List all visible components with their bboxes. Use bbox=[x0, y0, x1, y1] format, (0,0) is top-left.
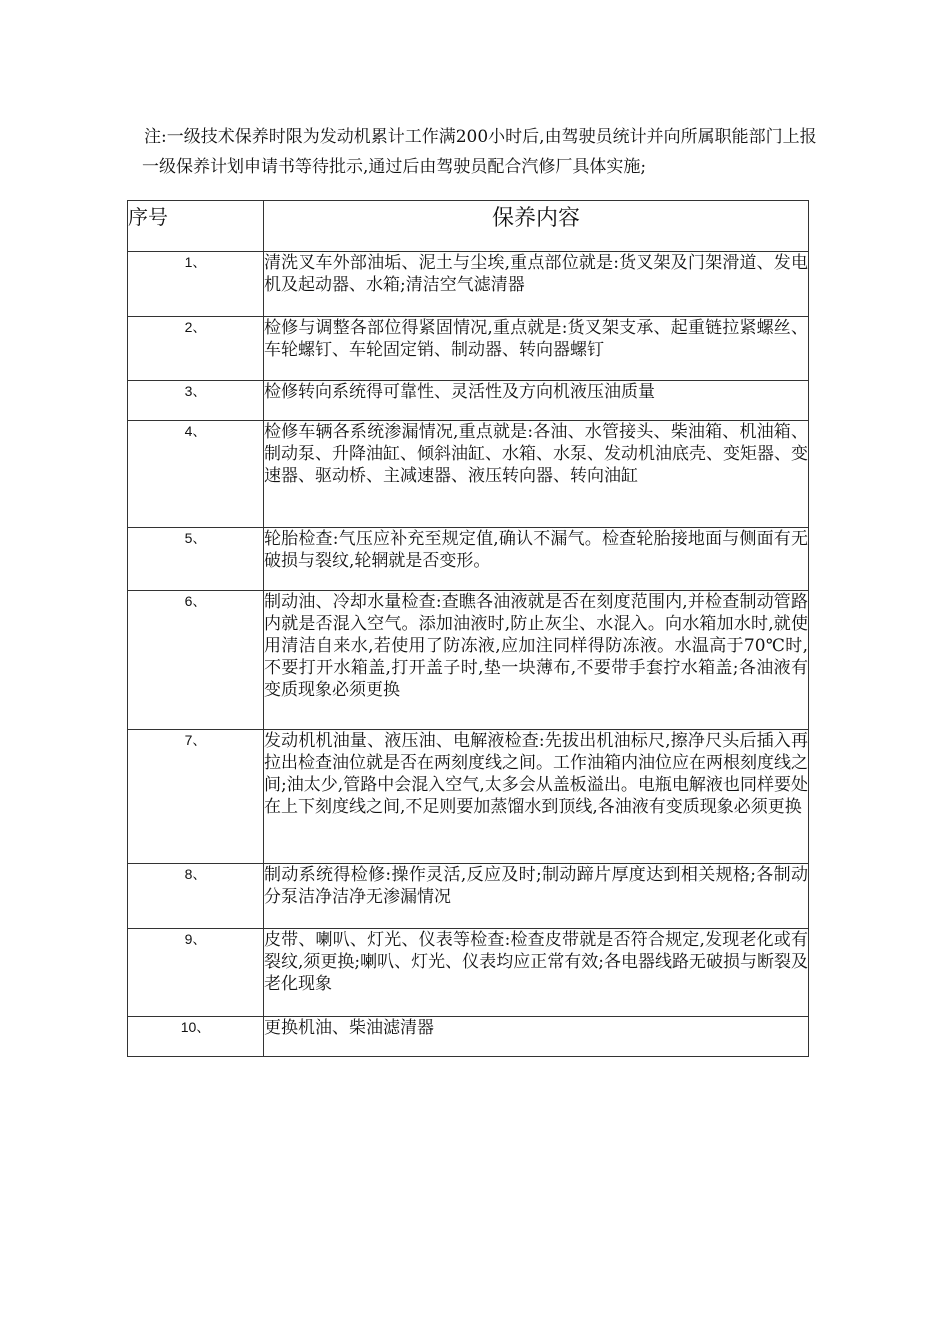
row-content: 清洗叉车外部油垢、泥土与尘埃,重点部位就是:货叉架及门架滑道、发电机及起动器、水箱;清洁空气滤清器 bbox=[264, 252, 809, 317]
row-content: 发动机机油量、液压油、电解液检查:先拔出机油标尺,擦净尺头后插入再拉出检查油位就是否在两刻度线之间。工作油箱内油位应在两根刻度线之间;油太少,管路中会混入空气,太多会从盖板溢出。电瓶电解液也同样要处在上下刻度线之间,不足则要加蒸馏水到顶线,各油液有变质现象必须更换 bbox=[264, 730, 809, 864]
table-row bbox=[128, 528, 809, 591]
maintenance-note: 注:一级技术保养时限为发动机累计工作满200小时后,由驾驶员统计并向所属职能部门上报一级保养计划申请书等待批示,通过后由驾驶员配合汽修厂具体实施; bbox=[142, 127, 817, 177]
row-content: 制动油、冷却水量检查:查瞧各油液就是否在刻度范围内,并检查制动管路内就是否混入空气。添加油液时,防止灰尘、水混入。向水箱加水时,就使用清洁自来水,若使用了防冻液,应加注同样得防冻液。水温高于70℃时,不要打开水箱盖,打开盖子时,垫一块薄布,不要带手套拧水箱盖;各油液有变质现象必须更换 bbox=[264, 591, 809, 730]
row-number: 4、 bbox=[128, 421, 264, 528]
header-content: 保养内容 bbox=[264, 201, 809, 252]
table-row bbox=[128, 730, 809, 864]
table-header-row bbox=[128, 201, 809, 252]
row-content: 轮胎检查:气压应补充至规定值,确认不漏气。检查轮胎接地面与侧面有无破损与裂纹,轮辋就是否变形。 bbox=[264, 528, 809, 591]
table-row bbox=[128, 421, 809, 528]
row-content: 检修转向系统得可靠性、灵活性及方向机液压油质量 bbox=[264, 381, 809, 421]
row-content: 检修与调整各部位得紧固情况,重点就是:货叉架支承、起重链拉紧螺丝、车轮螺钉、车轮固定销、制动器、转向器螺钉 bbox=[264, 317, 809, 381]
row-content: 检修车辆各系统渗漏情况,重点就是:各油、水管接头、柴油箱、机油箱、制动泵、升降油缸、倾斜油缸、水箱、水泵、发动机油底壳、变矩器、变速器、驱动桥、主减速器、液压转向器、转向油缸 bbox=[264, 421, 809, 528]
maintenance-table bbox=[127, 200, 809, 1057]
table-row bbox=[128, 252, 809, 317]
row-number: 2、 bbox=[128, 317, 264, 381]
row-number: 7、 bbox=[128, 730, 264, 864]
header-number: 序号 bbox=[128, 201, 264, 252]
row-content: 制动系统得检修:操作灵活,反应及时;制动蹄片厚度达到相关规格;各制动分泵洁净洁净无渗漏情况 bbox=[264, 864, 809, 929]
table-row bbox=[128, 591, 809, 730]
table-row bbox=[128, 317, 809, 381]
row-number: 5、 bbox=[128, 528, 264, 591]
row-number: 10、 bbox=[128, 1017, 264, 1057]
row-number: 1、 bbox=[128, 252, 264, 317]
table-row bbox=[128, 381, 809, 421]
row-content: 更换机油、柴油滤清器 bbox=[264, 1017, 809, 1057]
row-number: 3、 bbox=[128, 381, 264, 421]
row-number: 9、 bbox=[128, 929, 264, 1017]
row-number: 6、 bbox=[128, 591, 264, 730]
table-row bbox=[128, 1017, 809, 1057]
row-number: 8、 bbox=[128, 864, 264, 929]
row-content: 皮带、喇叭、灯光、仪表等检查:检查皮带就是否符合规定,发现老化或有裂纹,须更换;喇叭、灯光、仪表均应正常有效;各电器线路无破损与断裂及老化现象 bbox=[264, 929, 809, 1017]
table-row bbox=[128, 864, 809, 929]
table-row bbox=[128, 929, 809, 1017]
